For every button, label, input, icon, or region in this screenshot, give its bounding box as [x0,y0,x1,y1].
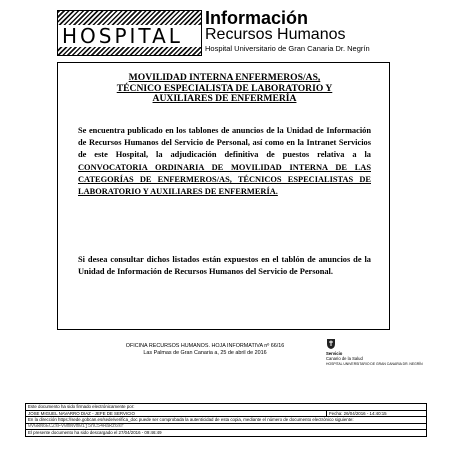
signed-by-label: Este documento ha sido firmado electrónicamente por: [28,404,135,409]
seal-line-2: Canario de la Salud [326,356,363,361]
signature-date: Fecha: 26/04/2016 - 14:40:15 [326,411,426,417]
paragraph-2: Si desea consultar dichos listados están expuestos en el tablón de anuncios de la Unidad de Información de Recursos Humanos del Servicio de Personal. [78,255,371,277]
download-timestamp: El presente documento ha sido descargado el 27/04/2016 - 09:46:49 [28,430,162,435]
verification-code[interactable]: 0vGwN6ECZsFV0mNVm01j5hC54HaRz6sr [28,422,125,429]
seal-line-1: Servicio [326,351,343,356]
logo-text: HOSPITAL [62,24,183,48]
seal-line-3: HOSPITAL UNIVERSITARIO DE GRAN CANARIA DR. NEGRÍN [326,362,423,366]
download-row [26,430,426,436]
signature-table [25,403,427,437]
notice-box [57,62,390,330]
scs-seal [326,338,423,374]
paragraph-1-text: Se encuentra publicado en los tablones de anuncios de la Unidad de Información de Recursos Humanos del Servicio de Personal, así como en la Intranet Servicios de este Hospital, la adjudicación definitiva de puestos relativa a la [78,126,371,160]
title-line-3: AUXILIARES DE ENFERMERÍA [152,93,297,104]
header-hospital-name: Hospital Universitario de Gran Canaria Dr. Negrín [205,44,370,53]
header [57,8,391,58]
info-line-2: Las Palmas de Gran Canaria a, 25 de abril de 2016 [143,350,267,356]
info-line-1: OFICINA RECURSOS HUMANOS. HOJA INFORMATIVA nº 66/16 [125,343,285,349]
hospital-logo [57,10,202,56]
signer-name: JOSE MIGUEL NAVARRO DIAZ - JEFE DE SERVICIO [28,410,135,416]
scs-logo-icon [326,338,336,350]
paragraph-1 [78,125,371,198]
header-title: Información [205,8,309,28]
document-title [58,73,391,105]
header-subtitle: Recursos Humanos [205,26,346,43]
title-line-1: MOVILIDAD INTERNA ENFERMEROS/AS, [128,72,321,83]
verify-text: En la dirección https://sede.gobcan.es/sede/verifica_doc puede ser comprobada la autenticidad de esta copia, mediante el número de documento electrónico siguiente: [28,417,354,422]
title-line-2: TÉCNICO ESPECIALISTA DE LABORATORIO Y [116,82,333,94]
paragraph-1-convocatoria: CONVOCATORIA ORDINARIA DE MOVILIDAD INTERNA DE LAS CATEGORÍAS DE ENFERMEROS/AS, TÉCNICOS ESPECIALISTAS DE LABORATORIO Y AUXILIARES DE ENFERMERÍA. [78,162,371,197]
